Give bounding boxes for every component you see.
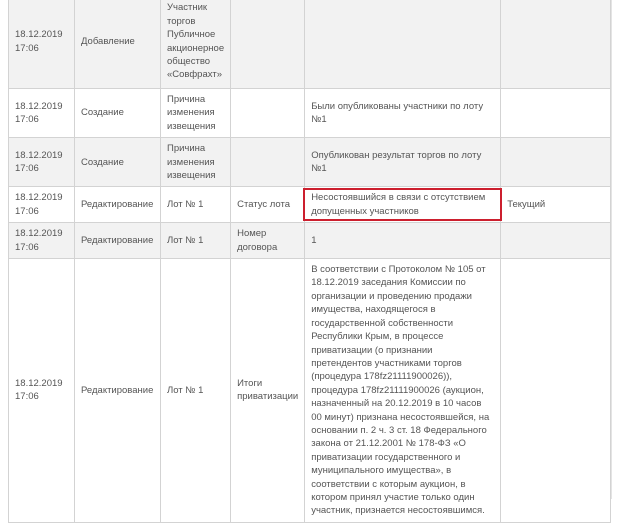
status-cell [501, 138, 611, 187]
lot-status-value: Несостоявшийся в связи с отсутствием допущенных участников [311, 192, 486, 217]
action-cell: Создание [75, 89, 161, 138]
date-cell: 18.12.2019 17:06 [9, 89, 75, 138]
date-cell: 18.12.2019 17:06 [9, 187, 75, 223]
value-cell-highlighted [305, 187, 501, 223]
status-cell [501, 89, 611, 138]
change-history-table [8, 0, 611, 523]
object-cell: Участник торгов Публичное акционерное общество «Совфрахт» [161, 0, 231, 89]
table-row [9, 223, 611, 259]
object-cell: Лот № 1 [161, 223, 231, 259]
table-row [9, 138, 611, 187]
page-edge-divider [611, 0, 612, 499]
date-cell: 18.12.2019 17:06 [9, 138, 75, 187]
table-row [9, 259, 611, 523]
action-cell: Редактирование [75, 187, 161, 223]
action-cell: Создание [75, 138, 161, 187]
field-cell: Статус лота [231, 187, 305, 223]
object-cell: Причина изменения извещения [161, 138, 231, 187]
object-cell: Лот № 1 [161, 187, 231, 223]
status-cell: Текущий [501, 187, 611, 223]
date-cell: 18.12.2019 17:06 [9, 259, 75, 523]
table-row [9, 187, 611, 223]
action-cell: Добавление [75, 0, 161, 89]
field-cell: Номер договора [231, 223, 305, 259]
date-cell: 18.12.2019 17:06 [9, 0, 75, 89]
table-row [9, 89, 611, 138]
field-cell: Итоги приватизации [231, 259, 305, 523]
value-cell [305, 0, 501, 89]
status-cell [501, 223, 611, 259]
status-cell [501, 259, 611, 523]
value-cell: 1 [305, 223, 501, 259]
object-cell: Лот № 1 [161, 259, 231, 523]
action-cell: Редактирование [75, 259, 161, 523]
status-cell [501, 0, 611, 89]
action-cell: Редактирование [75, 223, 161, 259]
date-cell: 18.12.2019 17:06 [9, 223, 75, 259]
field-cell [231, 0, 305, 89]
value-cell: Были опубликованы участники по лоту №1 [305, 89, 501, 138]
object-cell: Причина изменения извещения [161, 89, 231, 138]
value-cell: Опубликован результат торгов по лоту №1 [305, 138, 501, 187]
field-cell [231, 89, 305, 138]
field-cell [231, 138, 305, 187]
value-cell: В соответствии с Протоколом № 105 от 18.12.2019 заседания Комиссии по организации и проведению продажи имущества, находящегося в государственной собственности Республики Крым, в процессе приватизации (о признании претендентов участниками торгов (процедура 178fz21111900026)), процедура 178fz21111900026 (аукцион, назначенный на 20.12.2019 в 10 часов 00 минут) признана несостоявшейся, на основании п. 2 ч. 3 ст. 18 Федерального закона от 21.12.2001 № 178-ФЗ «О приватизации государственного и муниципального имущества», в соответствии с которым аукцион, в котором принял участие только один участник, признается несостоявшимся. [305, 259, 501, 523]
table-row [9, 0, 611, 89]
